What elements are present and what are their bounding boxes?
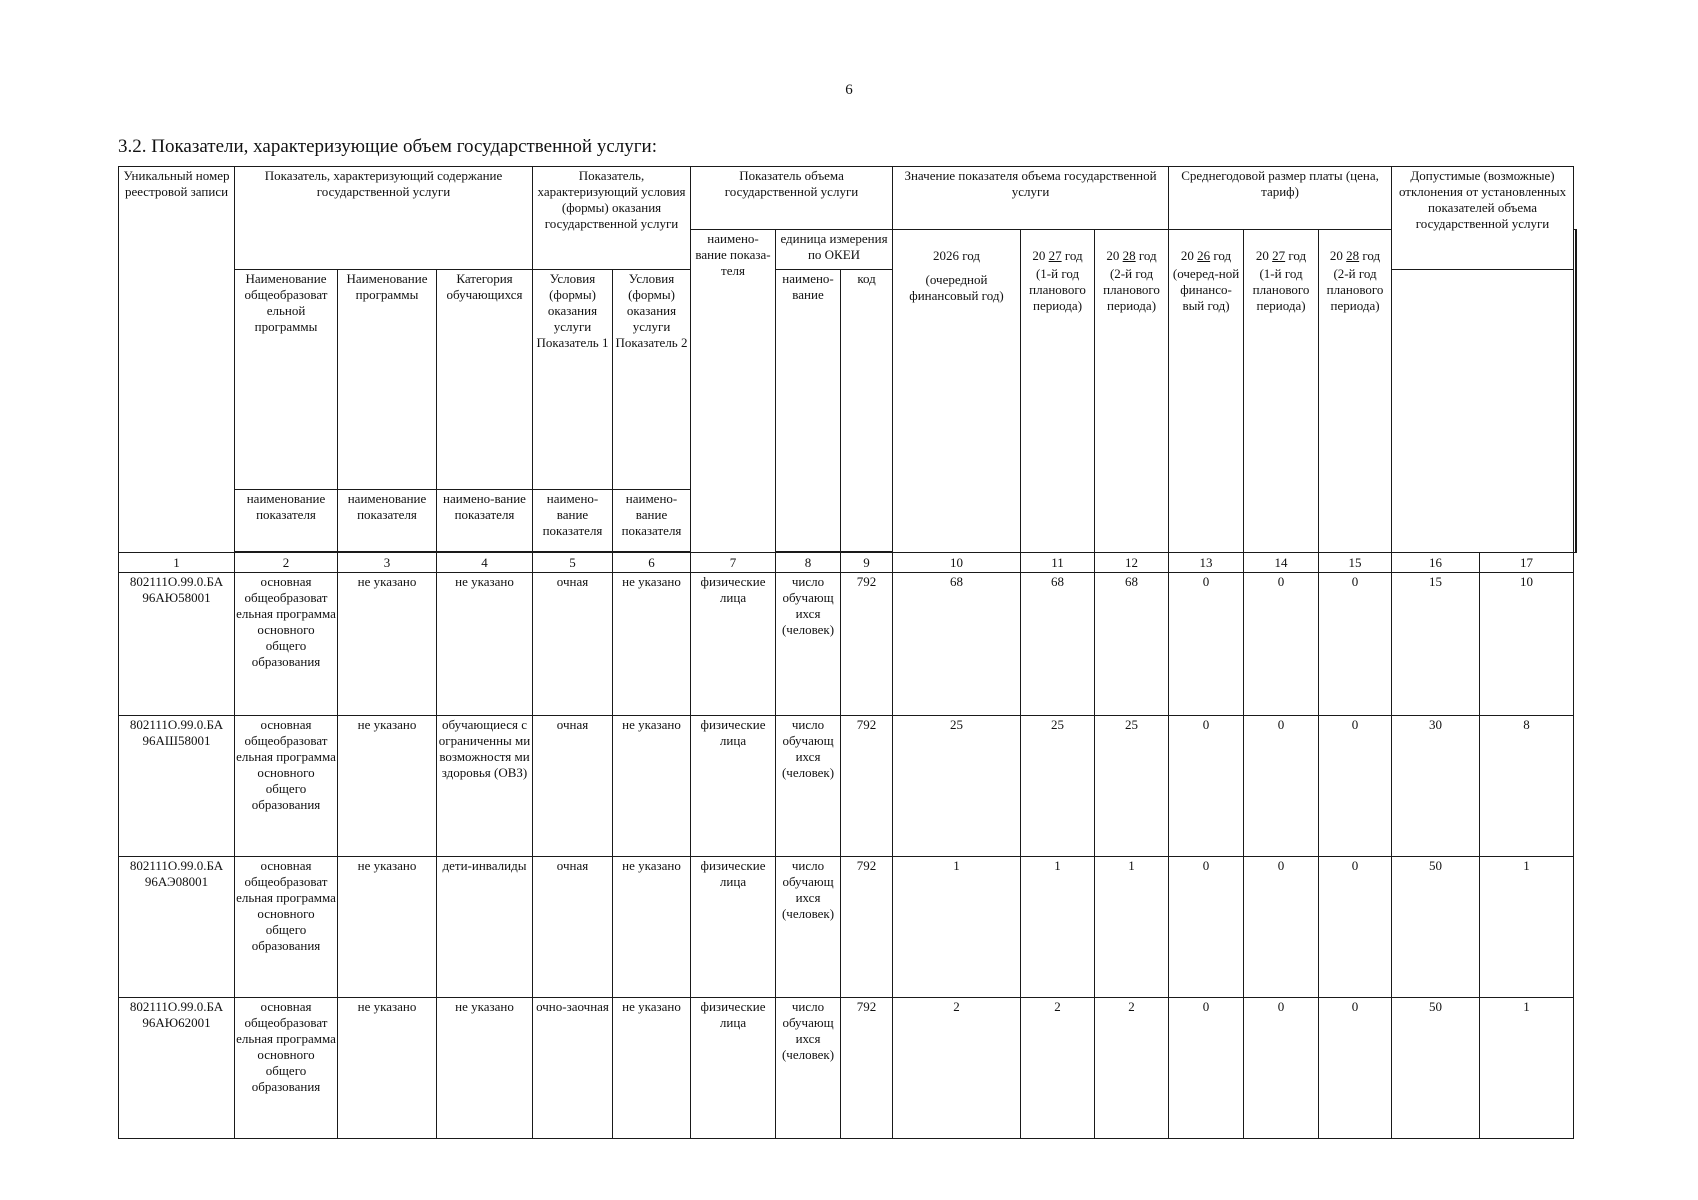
cell-code: 792 <box>841 857 893 998</box>
cell-price-2026: 0 <box>1169 716 1244 857</box>
header-price-2026 <box>1169 230 1244 553</box>
header-price-2028-word: год <box>1362 248 1381 263</box>
header-value-2028-word: год <box>1138 248 1157 263</box>
cell-program-name: не указано <box>338 716 437 857</box>
header-price-2027-century: 20 <box>1255 248 1269 263</box>
header-price-2026-year <box>1170 248 1242 264</box>
header-col-programs: Наименование программы <box>338 270 437 490</box>
header-value-2026-year: 2026 год <box>933 248 981 263</box>
cell-price-2026: 0 <box>1169 857 1244 998</box>
cell-value-2027: 1 <box>1021 857 1095 998</box>
cell-price-2027: 0 <box>1244 998 1319 1139</box>
column-number: 5 <box>533 553 613 573</box>
column-number: 11 <box>1021 553 1095 573</box>
column-number: 12 <box>1095 553 1169 573</box>
header-value-2028-century: 20 <box>1106 248 1120 263</box>
cell-price-2028: 0 <box>1319 998 1392 1139</box>
header-col-category: Категория обучающихся <box>437 270 533 490</box>
cell-dev-absolute: 10 <box>1480 573 1574 716</box>
cell-value-2027: 68 <box>1021 573 1095 716</box>
cell-indicator: физические лица <box>691 998 776 1139</box>
header-value-2026 <box>893 230 1021 553</box>
cell-form-2: не указано <box>613 573 691 716</box>
cell-category: не указано <box>437 998 533 1139</box>
cell-price-2028: 0 <box>1319 716 1392 857</box>
cell-form-1: очная <box>533 573 613 716</box>
column-number: 3 <box>338 553 437 573</box>
cell-dev-absolute: 1 <box>1480 998 1574 1139</box>
cell-program: основная общеобразоват ельная программа основного общего образования <box>235 998 338 1139</box>
cell-dev-percent: 15 <box>1392 573 1480 716</box>
cell-price-2026: 0 <box>1169 998 1244 1139</box>
cell-value-2026: 1 <box>893 857 1021 998</box>
header-value-2028-year <box>1096 248 1167 264</box>
cell-form-1: очно-заочная <box>533 998 613 1139</box>
header-indicator-name-4: наимено-вание показателя <box>533 490 613 552</box>
cell-value-2028: 1 <box>1095 857 1169 998</box>
column-number: 13 <box>1169 553 1244 573</box>
cell-indicator: физические лица <box>691 573 776 716</box>
cell-indicator: физические лица <box>691 857 776 998</box>
header-unit-code: код <box>841 270 893 552</box>
cell-registry: 802111О.99.0.БА 96АЮ62001 <box>119 998 235 1139</box>
volume-indicators-table <box>118 166 1577 1139</box>
header-value-2028-short: 28 <box>1122 248 1136 263</box>
table-row <box>119 857 1577 998</box>
header-value-2027 <box>1021 230 1095 553</box>
cell-program: основная общеобразоват ельная программа основного общего образования <box>235 716 338 857</box>
cell-value-2028: 25 <box>1095 716 1169 857</box>
header-price-2027-sub: (1-й год планового периода) <box>1252 266 1310 313</box>
header-price-2028-short: 28 <box>1346 248 1360 263</box>
cell-value-2027: 25 <box>1021 716 1095 857</box>
volume-indicators-table-wrapper <box>118 166 1577 1139</box>
cell-value-2026: 68 <box>893 573 1021 716</box>
cell-form-1: очная <box>533 857 613 998</box>
header-price-2028-sub: (2-й год планового периода) <box>1326 266 1384 313</box>
column-number: 1 <box>119 553 235 573</box>
cell-unit: число обучающ ихся (человек) <box>776 857 841 998</box>
cell-price-2026: 0 <box>1169 573 1244 716</box>
page-number: 6 <box>845 82 853 98</box>
header-price-2027-word: год <box>1288 248 1307 263</box>
cell-category: дети-инвалиды <box>437 857 533 998</box>
header-value-2027-century: 20 <box>1032 248 1046 263</box>
cell-form-2: не указано <box>613 998 691 1139</box>
header-indicator-name-3: наимено-вание показателя <box>437 490 533 552</box>
header-dev-absolute <box>1575 230 1576 553</box>
column-number: 16 <box>1392 553 1480 573</box>
header-deviation-group: Допустимые (возможные) отклонения от установленных показателей объема государственной услуги <box>1392 167 1574 270</box>
cell-price-2028: 0 <box>1319 573 1392 716</box>
cell-registry: 802111О.99.0.БА 96АЮ58001 <box>119 573 235 716</box>
column-number: 8 <box>776 553 841 573</box>
header-unit-name: наимено-вание <box>776 270 841 552</box>
cell-price-2027: 0 <box>1244 716 1319 857</box>
header-value-2028 <box>1095 230 1169 553</box>
header-unique-number: Уникальный номер реестровой записи <box>119 167 235 553</box>
cell-price-2028: 0 <box>1319 857 1392 998</box>
header-col-condition-1: Условия (формы) оказания услуги Показатель 1 <box>533 270 613 490</box>
header-price-2026-short: 26 <box>1197 248 1211 263</box>
header-value-2027-sub: (1-й год планового периода) <box>1029 266 1086 313</box>
cell-code: 792 <box>841 716 893 857</box>
column-number: 15 <box>1319 553 1392 573</box>
cell-form-1: очная <box>533 716 613 857</box>
header-indicator-name-2: наименование показателя <box>338 490 437 552</box>
header-indicator-name-1: наименование показателя <box>235 490 338 552</box>
header-col-program-name: Наименование общеобразоват ельной программы <box>235 270 338 490</box>
header-value-2027-year <box>1022 248 1093 264</box>
header-price-2028-century: 20 <box>1329 248 1343 263</box>
cell-price-2027: 0 <box>1244 857 1319 998</box>
cell-registry: 802111О.99.0.БА 96АЭ08001 <box>119 857 235 998</box>
column-number: 4 <box>437 553 533 573</box>
column-number: 14 <box>1244 553 1319 573</box>
table-row <box>119 573 1577 716</box>
cell-program-name: не указано <box>338 573 437 716</box>
cell-code: 792 <box>841 573 893 716</box>
header-volume-group: Показатель объема государственной услуги <box>691 167 893 230</box>
cell-dev-percent: 50 <box>1392 857 1480 998</box>
column-number: 2 <box>235 553 338 573</box>
cell-dev-absolute: 1 <box>1480 857 1574 998</box>
header-value-2027-word: год <box>1064 248 1083 263</box>
header-unit-group: единица измерения по ОКЕИ <box>776 230 893 270</box>
header-value-2026-sub: (очередной финансовый год) <box>909 272 1004 303</box>
header-price-2026-century: 20 <box>1180 248 1194 263</box>
cell-form-2: не указано <box>613 857 691 998</box>
cell-unit: число обучающ ихся (человек) <box>776 998 841 1139</box>
cell-program: основная общеобразоват ельная программа основного общего образования <box>235 857 338 998</box>
column-number: 10 <box>893 553 1021 573</box>
header-price-2026-sub: (очеред-ной финансо-вый год) <box>1172 266 1240 313</box>
column-number: 6 <box>613 553 691 573</box>
header-value-2028-sub: (2-й год планового периода) <box>1103 266 1160 313</box>
header-row-1 <box>119 167 1577 230</box>
section-title: 3.2. Показатели, характеризующие объем государственной услуги: <box>118 136 658 157</box>
cell-form-2: не указано <box>613 716 691 857</box>
header-indicator-name-5: наимено-вание показателя <box>613 490 691 552</box>
column-number: 9 <box>841 553 893 573</box>
cell-unit: число обучающ ихся (человек) <box>776 573 841 716</box>
header-volume-value-group: Значение показателя объема государственной услуги <box>893 167 1169 230</box>
header-price-2028-year <box>1320 248 1390 264</box>
cell-value-2026: 25 <box>893 716 1021 857</box>
header-condition-group: Показатель, характеризующий условия (формы) оказания государственной услуги <box>533 167 691 270</box>
header-content-group: Показатель, характеризующий содержание государственной услуги <box>235 167 533 270</box>
cell-price-2027: 0 <box>1244 573 1319 716</box>
header-price-group: Среднегодовой размер платы (цена, тариф) <box>1169 167 1392 230</box>
cell-value-2028: 2 <box>1095 998 1169 1139</box>
column-number: 17 <box>1480 553 1574 573</box>
cell-registry: 802111О.99.0.БА 96АШ58001 <box>119 716 235 857</box>
cell-unit: число обучающ ихся (человек) <box>776 716 841 857</box>
table-row <box>119 716 1577 857</box>
header-price-2027 <box>1244 230 1319 553</box>
cell-program: основная общеобразоват ельная программа основного общего образования <box>235 573 338 716</box>
cell-value-2026: 2 <box>893 998 1021 1139</box>
table-row <box>119 998 1577 1139</box>
cell-category: не указано <box>437 573 533 716</box>
column-number: 7 <box>691 553 776 573</box>
cell-value-2027: 2 <box>1021 998 1095 1139</box>
cell-indicator: физические лица <box>691 716 776 857</box>
header-value-2027-short: 27 <box>1048 248 1062 263</box>
header-col-condition-2: Условия (формы) оказания услуги Показатель 2 <box>613 270 691 490</box>
cell-category: обучающиеся с ограниченны ми возможностя ми здоровья (ОВЗ) <box>437 716 533 857</box>
cell-dev-percent: 30 <box>1392 716 1480 857</box>
header-price-2026-word: год <box>1213 248 1232 263</box>
cell-program-name: не указано <box>338 998 437 1139</box>
cell-value-2028: 68 <box>1095 573 1169 716</box>
header-price-2028 <box>1319 230 1392 553</box>
cell-program-name: не указано <box>338 857 437 998</box>
header-price-2027-year <box>1245 248 1317 264</box>
cell-dev-absolute: 8 <box>1480 716 1574 857</box>
header-price-2027-short: 27 <box>1272 248 1286 263</box>
header-indicator-name: наимено-вание показа-теля <box>691 230 776 553</box>
cell-code: 792 <box>841 998 893 1139</box>
cell-dev-percent: 50 <box>1392 998 1480 1139</box>
column-number-row <box>119 553 1577 573</box>
